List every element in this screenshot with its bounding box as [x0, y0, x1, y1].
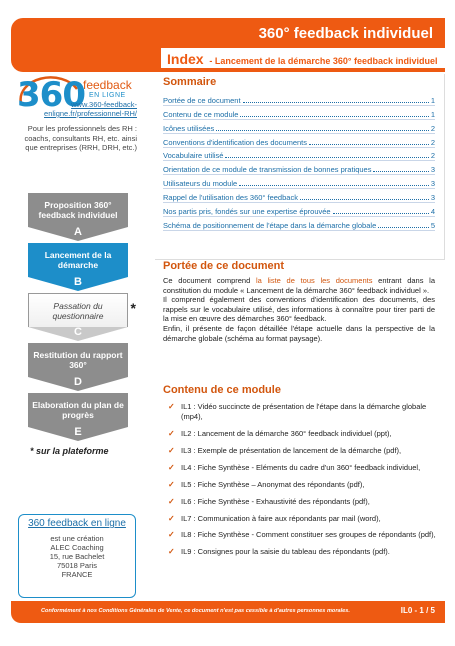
contact-line: est une création	[50, 534, 104, 543]
step-c	[28, 293, 136, 341]
logo-number: 360	[17, 75, 85, 115]
step-e	[28, 393, 128, 441]
contact-line: 75018 Paris	[56, 561, 98, 570]
toc-item[interactable]: Icônes utilisées 2	[163, 120, 435, 134]
step-a	[28, 193, 128, 241]
contact-box	[18, 514, 136, 598]
portee-paragraph: Enfin, il présente de façon détaillée l'étape actuelle dans la perspective de la démarche globale (schéma au format paysage).	[163, 323, 435, 343]
list-item: ✓ IL4 : Fiche Synthèse - Eléments du cadre d'un 360° feedback individuel,	[168, 462, 421, 472]
check-icon: ✓	[168, 462, 175, 472]
contact-line: FRANCE	[61, 570, 93, 579]
highlight-text: la liste de tous les documents	[255, 276, 373, 285]
step-letter: E	[74, 426, 82, 438]
document-subtitle	[161, 48, 445, 68]
step-letter: D	[74, 376, 82, 388]
contenu-title: Contenu de ce module	[163, 384, 281, 396]
list-item: ✓ IL5 : Fiche Synthèse – Anonymat des répondants (pdf),	[168, 479, 365, 489]
portee-paragraph: Il comprend également des conventions d'identification des documents, des rappels sur le vocabulaire utilisé, des informations à connaître pour tirer parti de la mise en œuvre des démarches 360° feedback.	[163, 295, 435, 324]
index-label: Index	[167, 51, 204, 67]
site-link[interactable]: www.360-feedback-enligne.fr/professionnel-RH/	[44, 100, 137, 118]
table-of-contents	[163, 92, 435, 231]
list-item: ✓ IL2 : Lancement de la démarche 360° feedback individuel (ppt),	[168, 428, 392, 438]
step-letter: B	[74, 276, 82, 288]
contenu-list	[168, 402, 436, 564]
logo-brand: feedback	[83, 78, 132, 92]
toc-item[interactable]: Contenu de ce module 1	[163, 106, 435, 120]
document-title: 360° feedback individuel	[258, 25, 433, 42]
contact-line: 15, rue Bachelet	[49, 552, 105, 561]
toc-item[interactable]: Schéma de positionnement de l'étape dans la démarche globale 5	[163, 217, 435, 231]
contact-title[interactable]: 360 feedback en ligne	[28, 518, 126, 529]
list-item: ✓ IL6 : Fiche Synthèse - Exhaustivité des répondants (pdf),	[168, 496, 370, 506]
footer-bar	[11, 601, 445, 623]
step-letter: C	[74, 326, 82, 338]
toc-item[interactable]: Nos partis pris, fondés sur une expertise éprouvée 4	[163, 203, 435, 217]
step-label: Passation du questionnaire	[52, 300, 104, 321]
list-item: ✓ IL7 : Communication à faire aux répondants par mail (word),	[168, 513, 381, 523]
step-letter: A	[74, 226, 82, 238]
list-item: ✓ IL9 : Consignes pour la saisie du tableau des répondants (pdf).	[168, 547, 390, 557]
logo-tagline: EN LIGNE	[89, 92, 126, 99]
toc-item[interactable]: Rappel de l'utilisation des 360° feedback 3	[163, 189, 435, 203]
platform-note: * sur la plateforme	[30, 446, 109, 456]
toc-item[interactable]: Orientation de ce module de transmission de bonnes pratiques 3	[163, 161, 435, 175]
portee-paragraph: Ce document comprend la liste de tous les documents entrant dans la constitution du module « Lancement de la démarche 360° feedback individuel ».	[163, 276, 435, 295]
check-icon: ✓	[168, 402, 175, 411]
check-icon: ✓	[168, 496, 175, 506]
check-icon: ✓	[168, 479, 175, 489]
step-label: Elaboration du plan de progrès	[32, 400, 124, 420]
portee-title: Portée de ce document	[163, 260, 285, 272]
contact-line: ALEC Coaching	[50, 543, 104, 552]
check-icon: ✓	[168, 547, 175, 557]
step-label: Proposition 360° feedback individuel	[38, 200, 118, 220]
check-icon: ✓	[168, 428, 175, 438]
list-item: ✓ IL8 : Fiche Synthèse - Comment constituer ses groupes de répondants (pdf),	[168, 530, 436, 540]
toc-item[interactable]: Portée de ce document 1	[163, 92, 435, 106]
subtitle-text: - Lancement de la démarche 360° feedback individuel	[209, 56, 438, 66]
step-star: *	[130, 300, 136, 316]
sommaire-title: Sommaire	[163, 76, 217, 88]
check-icon: ✓	[168, 530, 175, 540]
portee-body	[163, 276, 435, 343]
list-item: ✓ IL3 : Exemple de présentation de lancement de la démarche (pdf),	[168, 445, 402, 455]
toc-item[interactable]: Vocabulaire utilisé 2	[163, 148, 435, 162]
step-label: Lancement de la démarche	[44, 250, 112, 270]
check-icon: ✓	[168, 445, 175, 455]
audience-description: Pour les professionnels des RH : coachs, consultants RH, etc. ainsi que entreprises (RRH, DRH, etc.)	[24, 124, 137, 152]
page-number: IL0 - 1 / 5	[400, 606, 435, 615]
step-d	[28, 343, 128, 391]
toc-item[interactable]: Conventions d'identification des documents 2	[163, 134, 435, 148]
toc-item[interactable]: Utilisateurs du module 3	[163, 175, 435, 189]
check-icon: ✓	[168, 513, 175, 523]
footer-notice: Conformément à nos Conditions Générales de Vente, ce document n'est pas cessible à d'autres personnes morales.	[41, 608, 350, 614]
step-label: Restitution du rapport 360°	[33, 350, 123, 370]
list-item: ✓ IL1 : Vidéo succincte de présentation de l'étape dans la démarche globale (mp4),	[168, 402, 427, 421]
header-bar	[11, 18, 445, 72]
step-b	[28, 243, 128, 291]
